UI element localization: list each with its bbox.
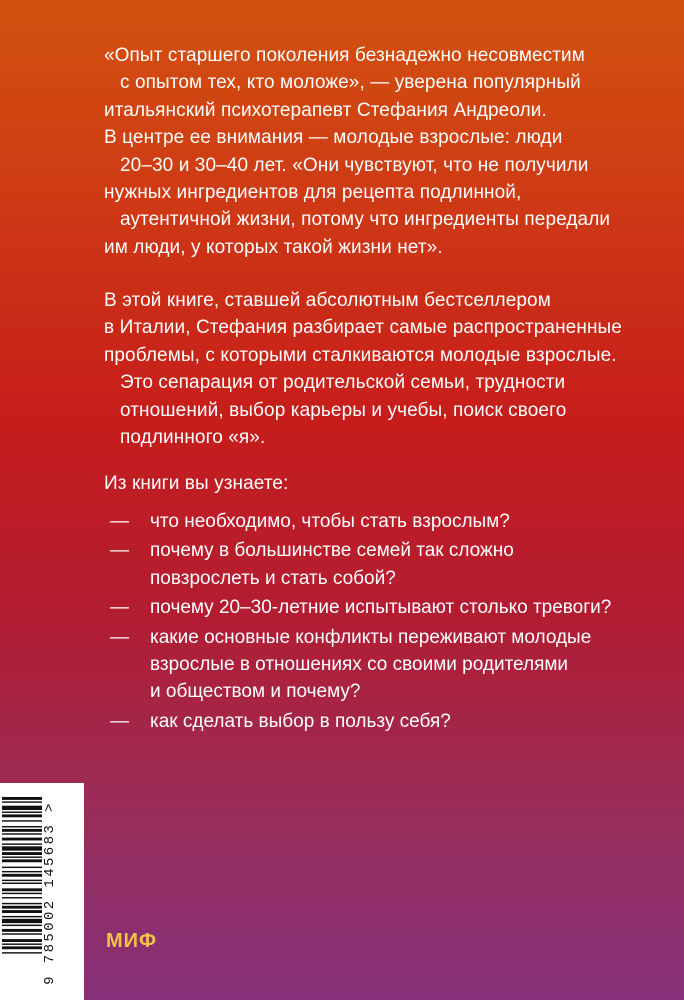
barcode-bar [2, 820, 42, 821]
paragraph-line: нужных ингредиентов для рецепта подлинной, [104, 182, 522, 204]
barcode-bar [2, 939, 42, 942]
description-paragraph-2 [104, 287, 644, 451]
dash-marker: — [110, 626, 129, 648]
paragraph-line: аутентичной жизни, потому что ингредиенты передали [120, 209, 611, 231]
barcode-bar [2, 852, 42, 855]
paragraph-line: 20–30 и 30–40 лет. «Они чувствуют, что не получили [120, 154, 589, 176]
list-item-line: почему в большинстве семей так сложно [150, 540, 514, 562]
dash-marker: — [110, 710, 129, 732]
barcode-bar [2, 903, 42, 904]
barcode-bar [2, 919, 42, 923]
list-item [104, 508, 664, 535]
barcode-bar [2, 812, 42, 813]
barcode-bar [2, 856, 42, 857]
paragraph-line: итальянский психотерапевт Стефания Андреоли. [104, 99, 547, 121]
paragraph-line: Это сепарация от родительской семьи, трудности [120, 372, 566, 394]
barcode-bar [2, 910, 42, 913]
list-item-line: как сделать выбор в пользу себя? [150, 710, 451, 732]
paragraph-line: В этой книге, ставшей абсолютным бестселлером [104, 290, 551, 311]
list-intro: Из книги вы узнаете: [104, 473, 289, 494]
barcode-bar [2, 846, 42, 850]
barcode-bar [2, 916, 42, 917]
barcode-bar [2, 797, 42, 800]
barcode-bar [2, 833, 42, 834]
list-item [104, 708, 664, 735]
paragraph-line: «Опыт старшего поколения безнадежно несовместим [104, 45, 585, 66]
barcode-bar [2, 829, 42, 832]
learn-list [104, 508, 664, 737]
barcode-bar [2, 814, 42, 817]
barcode-bar [2, 925, 42, 926]
paragraph-line: отношений, выбор карьеры и учебы, поиск своего [120, 399, 567, 421]
barcode-bar [2, 859, 42, 862]
paragraph-line: с опытом тех, кто моложе», — уверена популярный [120, 72, 581, 94]
barcode-bar [2, 906, 42, 909]
barcode-bar [2, 880, 42, 881]
dash-marker: — [110, 597, 129, 619]
barcode-bar [2, 897, 42, 898]
paragraph-line: им люди, у которых такой жизни нет». [104, 236, 443, 258]
barcode-bar [2, 874, 42, 877]
barcode-bar [2, 893, 42, 894]
barcode-bar [2, 929, 42, 932]
paragraph-line: подлинного «я». [120, 427, 266, 449]
barcode-bar [2, 838, 42, 841]
barcode-bar [2, 883, 42, 884]
barcode-bar [2, 946, 42, 949]
barcode-digits: 9 785002 145683 > [42, 801, 58, 985]
list-item-line: повзрослеть и стать собой? [150, 567, 396, 589]
barcode-bar [2, 867, 42, 868]
barcode-bar [2, 943, 42, 944]
list-item-line: что необходимо, чтобы стать взрослым? [150, 511, 510, 532]
paragraph-line: В центре ее внимания — молодые взрослые: люди [104, 127, 563, 149]
barcode-bar [2, 888, 42, 891]
barcode-bar [2, 826, 42, 827]
list-item [104, 594, 664, 621]
list-item-line: и обществом и почему? [150, 681, 361, 703]
dash-marker: — [110, 540, 129, 562]
list-item-line: взрослые в отношениях со своими родителями [150, 654, 569, 676]
list-item [104, 537, 664, 592]
list-item-line: почему 20–30-летние испытывают столько тревоги? [150, 597, 612, 619]
dash-marker: — [110, 511, 129, 532]
paragraph-line: в Италии, Стефания разбирает самые распространенные [104, 317, 622, 339]
barcode-bar [2, 952, 42, 953]
barcode-bar [2, 871, 42, 872]
list-item-line: какие основные конфликты переживают молодые [150, 626, 592, 648]
list-item [104, 624, 664, 706]
isbn-barcode [0, 783, 84, 1000]
paragraph-line: проблемы, с которыми сталкиваются молодые взрослые. [104, 344, 617, 366]
barcode-bar [2, 933, 42, 934]
description-paragraph-1 [104, 42, 644, 261]
publisher-logo: МИФ [106, 930, 158, 952]
barcode-bar [2, 801, 42, 802]
barcode-bar [2, 843, 42, 844]
barcode-bar [2, 806, 42, 810]
